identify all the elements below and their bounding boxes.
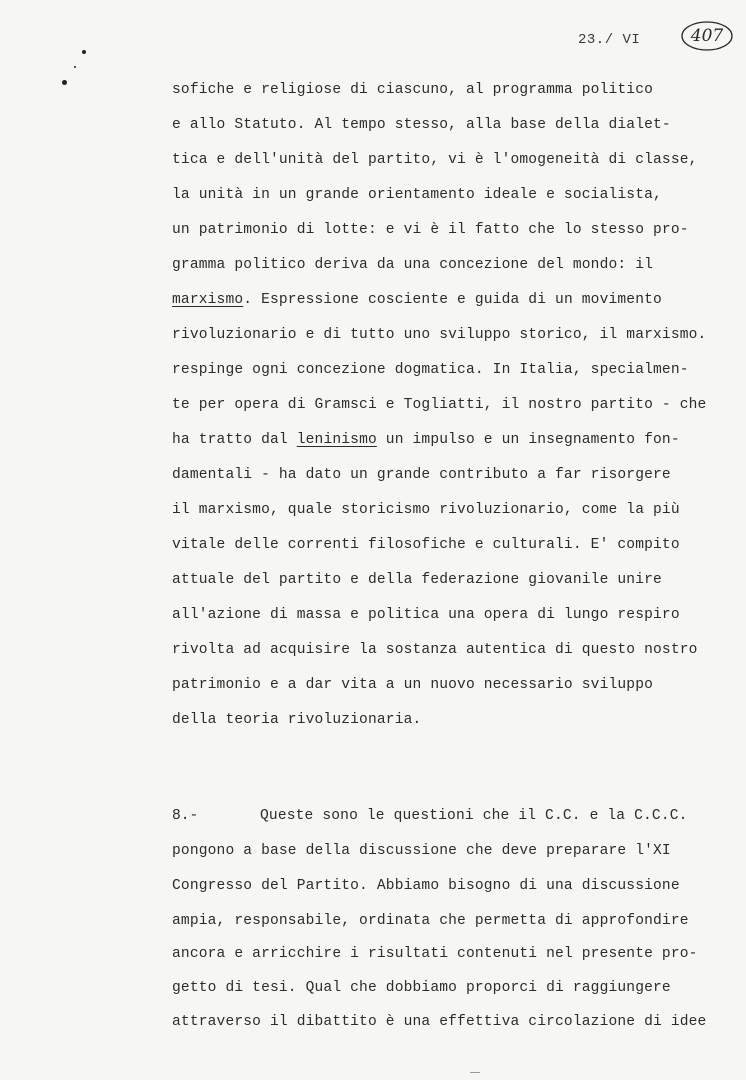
text-line: il marxismo, quale storicismo rivoluzionario, come la più: [172, 502, 680, 518]
text-line: ampia, responsabile, ordinata che permetta di approfondire: [172, 913, 689, 929]
text-line: damentali - ha dato un grande contributo a far risorgere: [172, 467, 671, 483]
text-segment: un impulso e un insegnamento fon-: [376, 432, 680, 448]
text-line: rivolta ad acquisire la sostanza autentica di questo nostro: [172, 642, 698, 658]
scan-mark: [470, 1066, 480, 1073]
text-line: vitale delle correnti filosofiche e culturali. E' compito: [172, 537, 680, 553]
text-line: pongono a base della discussione che deve preparare l'XI: [172, 843, 671, 859]
page-number: 23./ VI: [578, 32, 641, 48]
text-line: gramma politico deriva da una concezione del mondo: il: [172, 257, 654, 273]
text-line: e allo Statuto. Al tempo stesso, alla base della dialet-: [172, 117, 671, 133]
text-line: ancora e arricchire i risultati contenuti nel presente pro-: [172, 946, 698, 962]
text-line: attuale del partito e della federazione giovanile unire: [172, 572, 662, 588]
text-segment: . Espressione cosciente e guida di un movimento: [243, 292, 662, 308]
ink-speck: [82, 50, 86, 54]
text-line: getto di tesi. Qual che dobbiamo proporci di raggiungere: [172, 980, 671, 996]
text-line: un patrimonio di lotte: e vi è il fatto che lo stesso pro-: [172, 222, 689, 238]
page-stamp: [680, 20, 734, 52]
text-line: Queste sono le questioni che il C.C. e la C.C.C.: [260, 808, 688, 824]
text-line: tica e dell'unità del partito, vi è l'omogeneità di classe,: [172, 152, 698, 168]
text-line: rivoluzionario e di tutto uno sviluppo storico, il marxismo.: [172, 327, 707, 343]
text-line: Congresso del Partito. Abbiamo bisogno di una discussione: [172, 878, 680, 894]
text-line: patrimonio e a dar vita a un nuovo necessario sviluppo: [172, 677, 654, 693]
ink-speck: [62, 80, 67, 85]
section-number: 8.-: [172, 808, 199, 824]
text-line: respinge ogni concezione dogmatica. In Italia, specialmen-: [172, 362, 689, 378]
text-line: sofiche e religiose di ciascuno, al programma politico: [172, 82, 654, 98]
text-line: della teoria rivoluzionaria.: [172, 712, 422, 728]
text-line: attraverso il dibattito è una effettiva circolazione di idee: [172, 1014, 707, 1030]
underlined-term: marxismo: [172, 292, 244, 308]
text-line: [172, 292, 662, 308]
stamp-number: 407: [690, 26, 724, 46]
ink-speck: [74, 66, 76, 68]
text-line: [172, 432, 680, 448]
text-line: te per opera di Gramsci e Togliatti, il nostro partito - che: [172, 397, 707, 413]
underlined-term: leninismo: [296, 432, 377, 448]
text-line: la unità in un grande orientamento ideale e socialista,: [172, 187, 662, 203]
text-line: all'azione di massa e politica una opera di lungo respiro: [172, 607, 680, 623]
text-segment: ha tratto dal: [172, 432, 297, 448]
